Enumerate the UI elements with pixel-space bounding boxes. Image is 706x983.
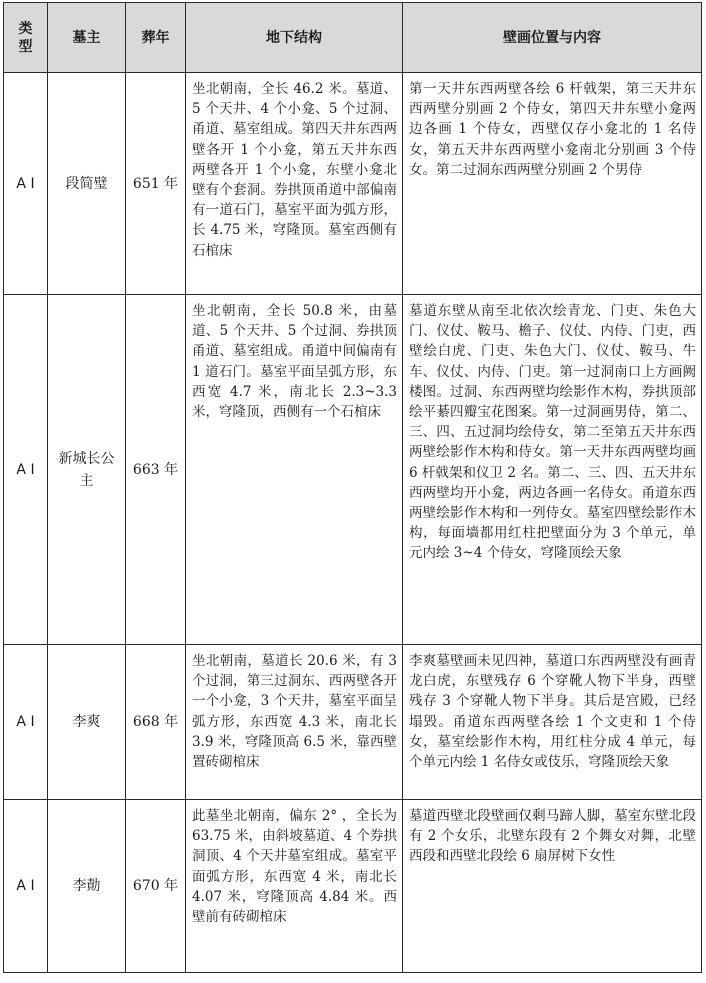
table-row: [4, 800, 702, 973]
header-year: 葬年: [126, 3, 186, 73]
cell-structure: 坐北朝南，全长 50.8 米，由墓道、5 个天井、5 个过洞、券拱顶甬道、墓室组成。甬道中间偏南有 1 道石门。墓室平面呈弧方形，东西宽 4.7 米，南北长 2.3~3.3 米，穹隆顶，西侧有一个石棺床: [186, 295, 403, 645]
cell-mural: 墓道东壁从南至北依次绘青龙、门吏、朱色大门、仪仗、鞍马、檐子、仪仗、内侍、门吏，西壁绘白虎、门吏、朱色大门、仪仗、鞍马、牛车、仪仗、内侍、门吏。第一过洞南口上方画阙楼图。过洞、东西两壁均绘影作木构，券拱顶部绘平綦四瓣宝花图案。第一过洞画男侍，第二、三、四、五过洞均绘侍女，第二至第五天井东西两壁绘影作木构和侍女。第一天井东西两壁均画 6 杆戟架和仪卫 2 名。第二、三、四、五天井东西两壁均开小龛，两边各画一名侍女。甬道东西两壁绘影作木构和一列侍女。墓室四壁绘影作木构，每面墙都用红柱把壁面分为 3 个单元，单元内绘 3~4 个侍女，穹隆顶绘天象: [403, 295, 702, 645]
cell-owner: 新城长公主: [48, 295, 126, 645]
cell-mural: 墓道西壁北段壁画仅剩马蹄人脚，墓室东壁北段有 2 个女乐，北壁东段有 2 个舞女对舞，北壁西段和西壁北段绘 6 扇屏树下女性: [403, 800, 702, 973]
cell-structure: 此墓坐北朝南，偏东 2° ，全长为 63.75 米，由斜坡墓道、4 个券拱洞顶、4 个天井墓室组成。墓室平面弧方形，东西宽 4 米，南北长 4.07 米，穹隆顶高 4.84 米。西壁前有砖砌棺床: [186, 800, 403, 973]
table-row: [4, 73, 702, 295]
cell-type: A Ⅰ: [4, 295, 48, 645]
table-header-row: [4, 3, 702, 73]
cell-type: A Ⅰ: [4, 645, 48, 800]
cell-owner: 李爽: [48, 645, 126, 800]
cell-owner: 李勣: [48, 800, 126, 973]
cell-mural: 第一天井东西两壁各绘 6 杆戟架，第三天井东西两壁分别画 2 个侍女，第四天井东壁小龛两边各画 1 个侍女，西壁仅存小龛北的 1 名侍女，第五天井东西两壁小龛南北分别画 3 个侍女。第二过洞东西两壁分别画 2 个男侍: [403, 73, 702, 295]
header-owner: 墓主: [48, 3, 126, 73]
table-row: [4, 295, 702, 645]
cell-type: A Ⅰ: [4, 800, 48, 973]
cell-year: 663 年: [126, 295, 186, 645]
cell-structure: 坐北朝南，墓道长 20.6 米，有 3 个过洞，第三过洞东、西两壁各开一个小龛，3 个天井，墓室平面呈弧方形，东西宽 4.3 米，南北长 3.9 米，穹隆顶高 6.5 米，靠西壁置砖砌棺床: [186, 645, 403, 800]
cell-mural: 李爽墓壁画未见四神，墓道口东西两壁没有画青龙白虎，东壁残存 6 个穿靴人物下半身，西壁残存 3 个穿靴人物下半身。其后是宫殿，已经塌毁。甬道东西两壁各绘 1 个文吏和 1 个侍女，墓室绘影作木构，用红柱分成 4 单元，每个单元内绘 1 名侍女或伎乐，穹隆顶绘天象: [403, 645, 702, 800]
cell-year: 670 年: [126, 800, 186, 973]
cell-owner: 段简璧: [48, 73, 126, 295]
header-structure: 地下结构: [186, 3, 403, 73]
header-type: 类型: [4, 3, 48, 73]
table-row: [4, 645, 702, 800]
cell-year: 651 年: [126, 73, 186, 295]
cell-year: 668 年: [126, 645, 186, 800]
cell-type: A Ⅰ: [4, 73, 48, 295]
tomb-mural-table: [3, 2, 702, 973]
header-mural: 壁画位置与内容: [403, 3, 702, 73]
cell-structure: 坐北朝南，全长 46.2 米。墓道、5 个天井、4 个小龛、5 个过洞、甬道、墓室组成。第四天井东西两壁各开 1 个小龛，第五天井东西两壁各开 1 个小龛，东壁小龛北壁有个套洞。券拱顶甬道中部偏南有一道石门，墓室平面为弧方形，长 4.75 米，穹隆顶。墓室西侧有石棺床: [186, 73, 403, 295]
